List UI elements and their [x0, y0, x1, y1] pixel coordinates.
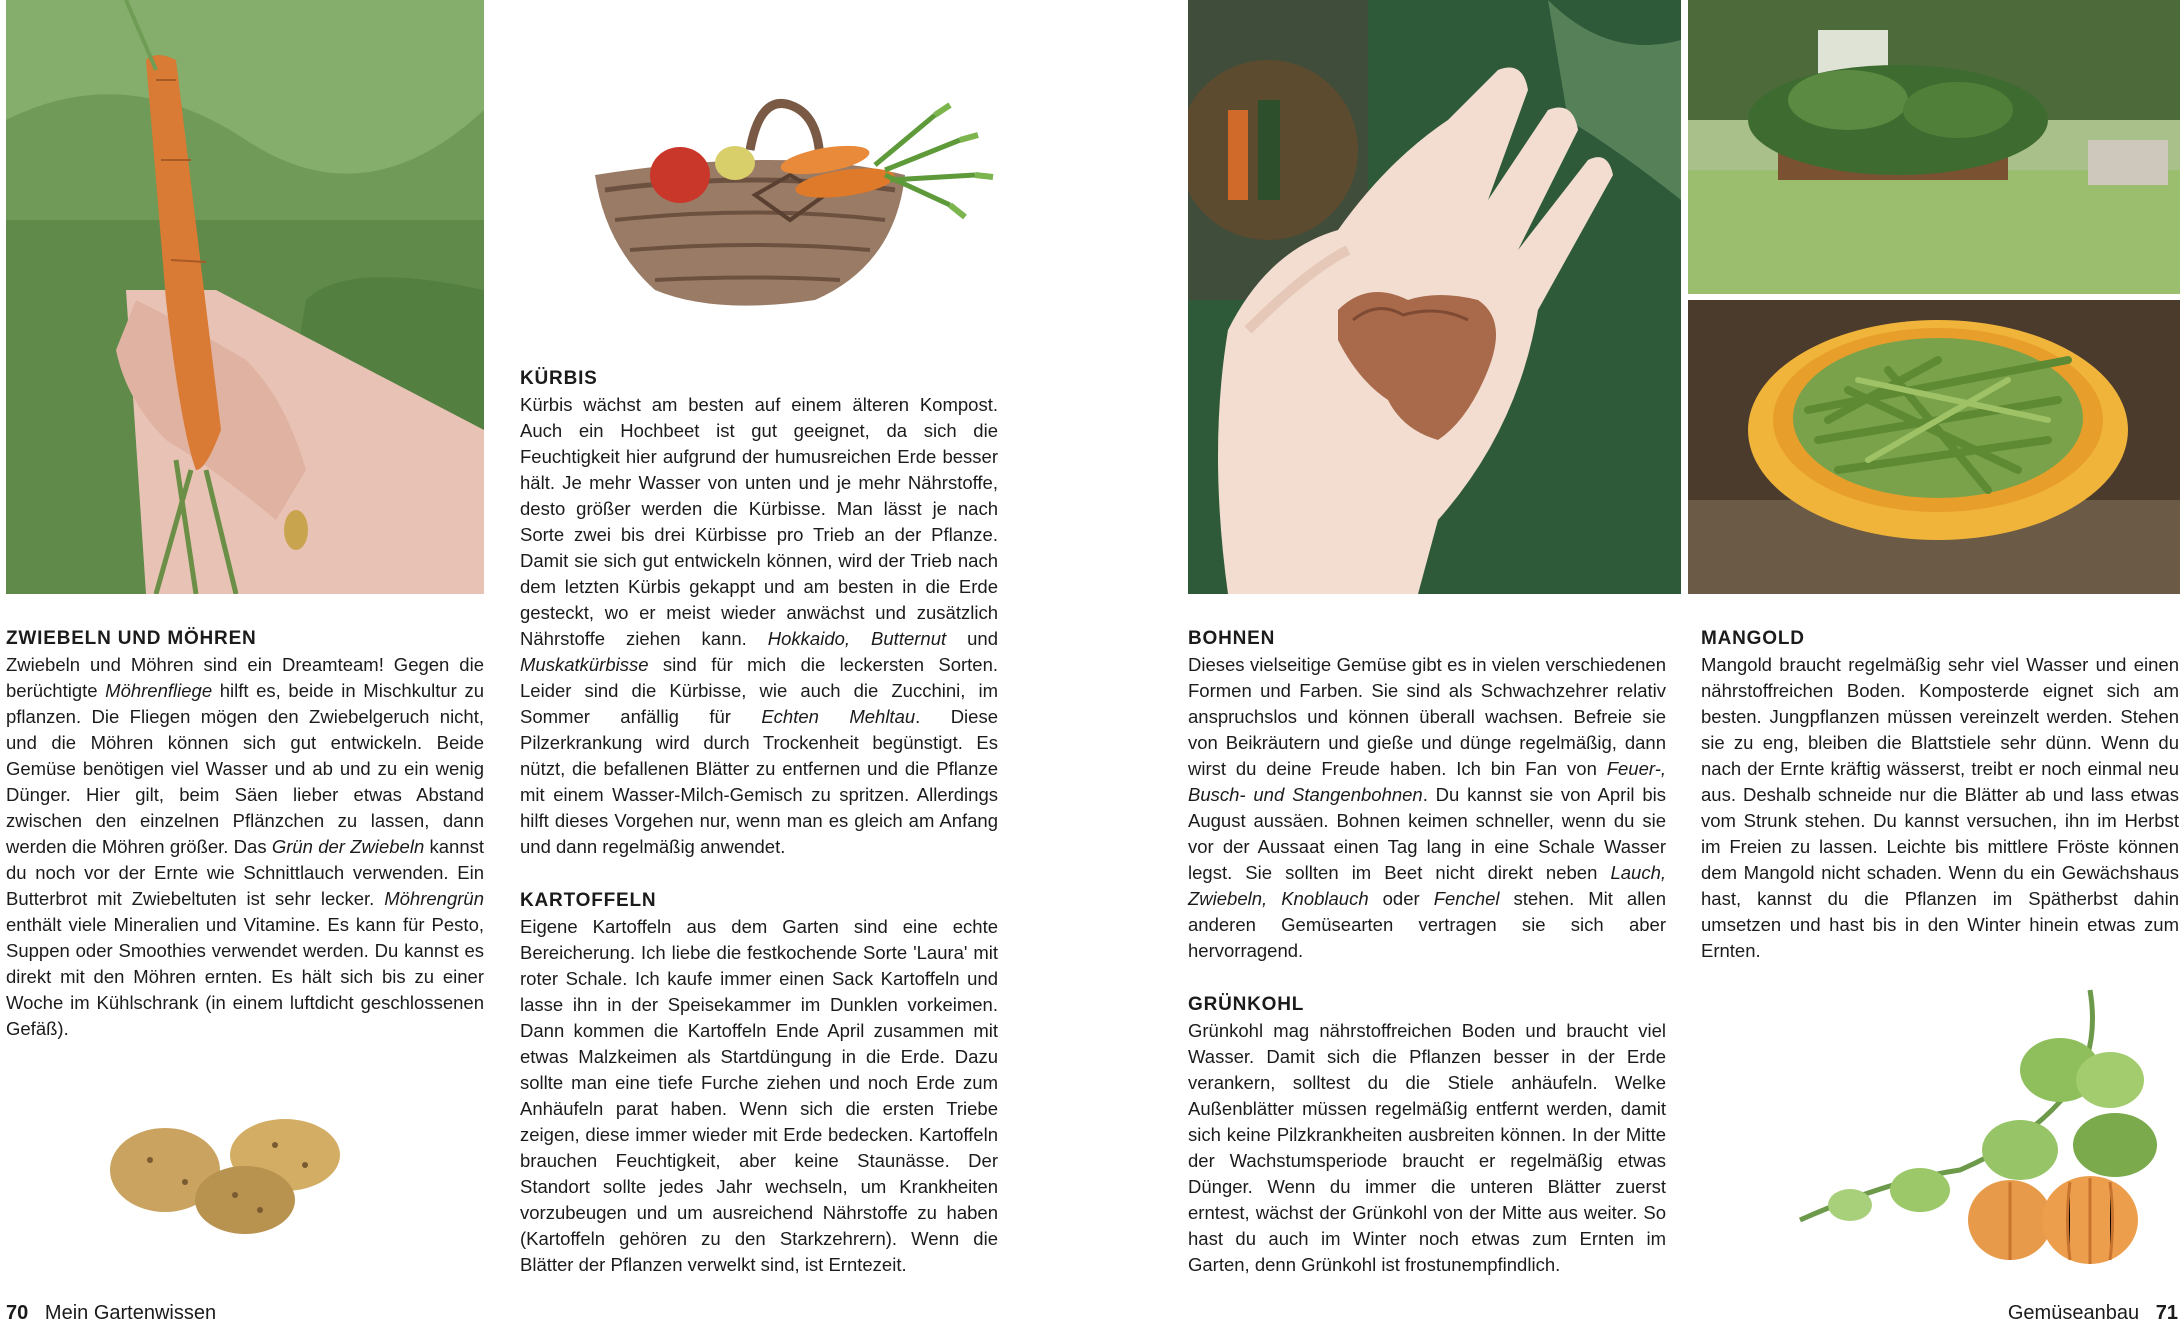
- green-beans-bowl-photo: [1688, 300, 2180, 594]
- mangold-lead: Mangold: [1701, 654, 1772, 675]
- carrot-photo: [6, 0, 484, 594]
- text-bohnen: Dieses vielseitige Gemüse gibt es in vielen verschiedenen Formen und Farben. Sie sind als Schwachzehrer relativ anspruchslos und können überall wachsen. Befreie sie von Beikräutern und gieße und dünge regelmäßig, dann wirst du deine Freude haben. Ich bin Fan von Feuer-, Busch- und Stangenbohnen. Du kannst sie von April bis August aussäen. Bohnen keimen schneller, wenn du sie vor der Aussaat einen Tag lang in eine Schale Wasser legst. Sie sollten im Beet nicht direkt neben Lauch, Zwiebeln, Knoblauch oder Fenchel stehen. Mit allen anderen Gemüsearten vertragen sie sich aber hervorragend.: [1188, 654, 1667, 961]
- text-mangold: Mangold braucht regelmäßig sehr viel Wasser und einen nährstoffreichen Boden. Komposterde eignet sich am besten. Jungpflanzen müssen vereinzelt werden. Stehen sie zu eng, bleiben die Blattstiele sehr dünn. Wenn du nach der Ernte kräftig wässerst, treibt er noch einmal neu aus. Deshalb schneide nur die Blätter ab und lass etwas vom Strunk stehen. Du kannst versuchen, ihn im Herbst im Freien zu lassen. Leichte bis mittlere Fröste können dem Mangold nicht schaden. Wenn du ein Gewächshaus hast, kannst du die Pflanzen im Spätherbst dahin umsetzen und hast bis in den Winter hinein etwas zum Ernten.: [1701, 654, 2179, 961]
- page-number-left: 70: [6, 1302, 29, 1324]
- garden-bed-photo: [1688, 0, 2180, 294]
- column-kuerbis-kartoffeln: [520, 366, 998, 1278]
- vegetable-basket-illustration: [585, 95, 1005, 317]
- potatoes-illustration: [105, 1110, 345, 1240]
- running-title-right: Gemüseanbau: [2007, 1302, 2140, 1324]
- heading-gruenkohl: GRÜNKOHL: [1188, 994, 1305, 1015]
- column-mangold: [1701, 626, 2179, 964]
- column-zwiebeln: [6, 626, 484, 1042]
- potato-hand-photo: [1188, 0, 1681, 594]
- folio-left: [6, 1300, 216, 1326]
- text-kuerbis: Kürbis wächst am besten auf einem älteren Kompost. Auch ein Hochbeet ist gut geeignet, da sich die Feuchtigkeit hier aufgrund der humusreichen Erde besser hält. Je mehr Wasser von unten und je mehr Nährstoffe, desto größer werden die Kürbisse. Man lässt je nach Sorte zwei bis drei Kürbisse pro Trieb an der Pflanze. Damit sie sich gut entwickeln können, wird der Trieb nach dem letzten Kürbis gekappt und am besten in die Erde gesteckt, wo er meist wieder anwächst und zusätzlich Nährstoffe ziehen kann. Hokkaido, Butternut und Muskatkürbisse sind für mich die leckersten Sorten. Leider sind die Kürbisse, wie auch die Zucchini, im Sommer anfällig für Echten Mehltau. Diese Pilzerkrankung wird durch Trockenheit begünstigt. Es nützt, die befallenen Blätter zu entfernen und die Pflanze mit einem Wasser-Milch-Gemisch zu spritzen. Allerdings hilft dieses Vorgehen nur, wenn man es gleich am Anfang und dann regelmäßig anwendet.: [520, 394, 998, 857]
- heading-zwiebeln: ZWIEBELN UND MÖHREN: [6, 628, 257, 649]
- heading-mangold: MANGOLD: [1701, 628, 1805, 649]
- heading-kartoffeln: KARTOFFELN: [520, 890, 657, 911]
- pumpkin-plant-illustration: [1770, 970, 2180, 1270]
- text-kartoffeln: Eigene Kartoffeln aus dem Garten sind eine echte Bereicherung. Ich liebe die festkochende Sorte 'Laura' mit roter Schale. Ich kaufe immer einen Sack Kartoffeln und lasse ihn in der Speisekammer im Dunklen vorkeimen. Dann kommen die Kartoffeln Ende April zusammen mit etwas Malzkeimen als Startdüngung in die Erde. Dazu sollte man eine tiefe Furche ziehen und noch Erde zum Anhäufeln parat haben. Wenn sich die ersten Triebe zeigen, diese immer wieder mit Erde bedecken. Kartoffeln brauchen Feuchtigkeit, aber keine Staunässe. Der Standort sollte jedes Jahr wechseln, um Krankheiten vorzubeugen und um ausreichend Nährstoffe zu haben (Kartoffeln gehören zu den Starkzehrern). Wenn die Blätter der Pflanzen verwelkt sind, ist Erntezeit.: [520, 916, 998, 1275]
- running-title-left: Mein Gartenwissen: [44, 1302, 217, 1324]
- heading-bohnen: BOHNEN: [1188, 628, 1276, 649]
- page-number-right: 71: [2155, 1302, 2178, 1324]
- heading-kuerbis: KÜRBIS: [520, 368, 598, 389]
- folio-right: [2008, 1300, 2178, 1326]
- text-gruenkohl: Grünkohl mag nährstoffreichen Boden und braucht viel Wasser. Damit sich die Pflanzen besser in der Erde verankern, solltest du die Stiele anhäufeln. Welke Außenblätter müssen regelmäßig entfernt werden, damit sich keine Pilzkrankheiten ausbreiten können. In der Mitte der Wachstumsperiode braucht er regelmäßig etwas Dünger. Wenn du immer die unteren Blätter zuerst erntest, wächst der Grünkohl von der Mitte aus weiter. So hast du auch im Winter noch etwas zum Ernten im Garten, denn Grünkohl ist frostunempfindlich.: [1188, 1020, 1666, 1275]
- column-bohnen-gruenkohl: [1188, 626, 1666, 1278]
- text-zwiebeln: Zwiebeln und Möhren sind ein Dreamteam! Gegen die berüchtigte Möhrenfliege hilft es, beide in Mischkultur zu pflanzen. Die Fliegen mögen den Zwiebelgeruch nicht, und die Möhren können sich gut entwickeln. Beide Gemüse benötigen viel Wasser und ab und zu ein wenig Dünger. Hier gilt, beim Säen lieber etwas Abstand zwischen den einzelnen Pflänzchen zu lassen, dann werden die Möhren größer. Das Grün der Zwiebeln kannst du noch vor der Ernte wie Schnittlauch verwenden. Ein Butterbrot mit Zwiebeltuten ist sehr lecker. Möhrengrün enthält viele Mineralien und Vitamine. Es kann für Pesto, Suppen oder Smoothies verwendet werden. Du kannst es direkt mit den Möhren ernten. Es hält sich bis zu einer Woche im Kühlschrank (in einem luftdicht geschlossenen Gefäß).: [6, 654, 485, 1039]
